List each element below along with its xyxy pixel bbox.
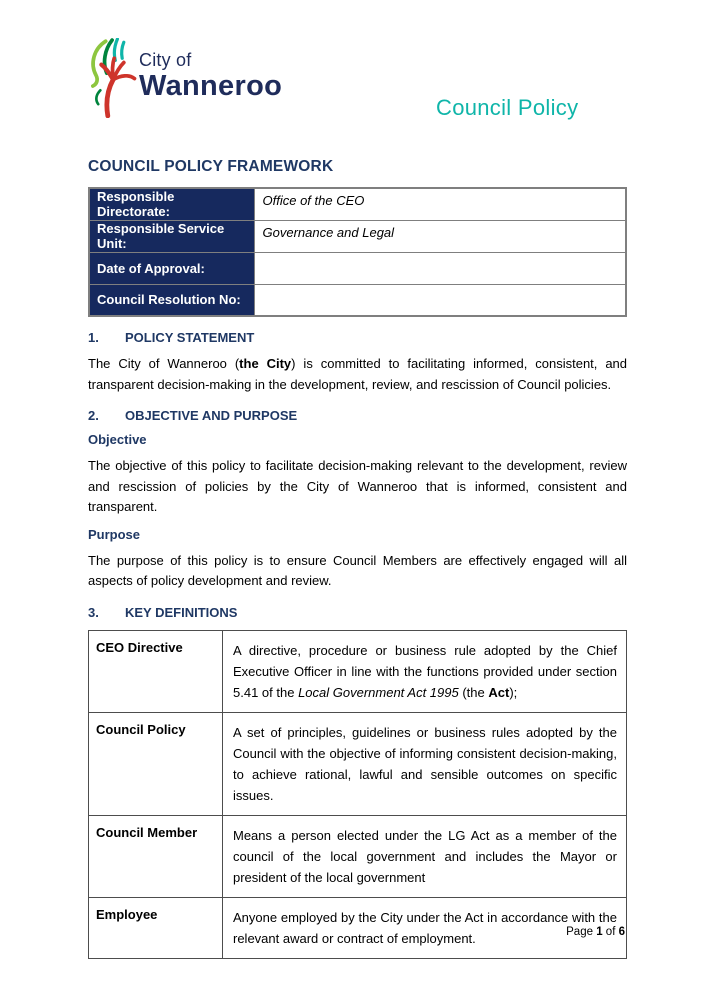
table-row — [89, 284, 626, 316]
definition-term: Council Policy — [89, 712, 223, 815]
logo-city-of: City of — [139, 50, 192, 70]
footer-page-label: Page — [566, 926, 593, 938]
key-definitions-table — [88, 630, 627, 959]
subheading-purpose: Purpose — [88, 526, 141, 542]
page-footer — [566, 926, 625, 938]
section-heading-text: OBJECTIVE AND PURPOSE — [125, 408, 298, 423]
objective-paragraph: The objective of this policy to facilitate decision-making relevant to the development, review and rescission of policies by the City of Wanneroo that is informed, consistent and transparent. — [88, 458, 627, 514]
policy-info-table — [88, 187, 627, 317]
section-heading-text: KEY DEFINITIONS — [125, 604, 238, 620]
info-value — [254, 220, 626, 252]
definition-text: Means a person elected under the LG Act as a member of the council of the local government and includes the Mayor or president of the local government — [223, 815, 627, 897]
info-label: Responsible Directorate: — [89, 188, 254, 220]
table-row — [89, 188, 626, 220]
logo-wordmark — [139, 51, 282, 101]
table-row — [89, 252, 626, 284]
section-heading-text: POLICY STATEMENT — [125, 330, 255, 345]
section-number: 3. — [88, 604, 99, 620]
definition-text: A set of principles, guidelines or business rules adopted by the Council with the objective of informing consistent decision-making, to achieve rational, lawful and sensible outcomes on specific issues. — [223, 712, 627, 815]
info-value-text: Office of the CEO — [262, 193, 365, 208]
table-row — [89, 815, 627, 897]
definition-part: ); — [509, 684, 518, 700]
table-row — [89, 897, 627, 958]
document-body — [88, 158, 627, 959]
info-value-text: Governance and Legal — [262, 224, 395, 240]
definition-text: Anyone employed by the City under the Act in accordance with the relevant award or contract of employment. — [223, 897, 627, 958]
table-row — [89, 712, 627, 815]
section-heading-policy-statement — [88, 330, 627, 345]
definition-term: Employee — [89, 897, 223, 958]
paragraph-text: ) is committed to facilitating informed, consistent, and transparent decision-making in the development, review, and rescission of Council policies. — [88, 356, 628, 392]
definition-part: (the — [458, 684, 489, 700]
page-title: COUNCIL POLICY FRAMEWORK — [88, 158, 334, 175]
table-row — [89, 630, 627, 712]
city-of-wanneroo-logo — [84, 38, 282, 118]
logo-wanneroo: Wanneroo — [139, 70, 283, 102]
definition-part: A directive, procedure or business rule adopted by the Chief Executive Officer in line with the functions provided under section 5.41 of the — [233, 642, 617, 700]
footer-of-label: of — [605, 926, 616, 938]
section-heading-objective-and-purpose — [88, 408, 627, 423]
section-heading-key-definitions — [88, 605, 627, 620]
definition-text — [223, 630, 627, 712]
subheading-objective: Objective — [88, 432, 147, 447]
footer-page-number: 1 — [596, 926, 603, 938]
footer-total-pages: 6 — [618, 926, 625, 938]
info-label: Council Resolution No: — [89, 284, 254, 316]
definition-term: Council Member — [89, 815, 223, 897]
info-value — [254, 252, 626, 284]
paragraph-text: The City of Wanneroo ( — [88, 356, 240, 371]
purpose-paragraph: The purpose of this policy is to ensure Council Members are effectively engaged will all aspects of policy development and review. — [88, 552, 627, 588]
definition-part-italic: Local Government Act 1995 — [298, 684, 459, 700]
paragraph-bold-text: the City — [239, 356, 292, 371]
section-number: 1. — [88, 330, 99, 345]
document-type-label: Council Policy — [436, 95, 579, 120]
definition-term: CEO Directive — [89, 630, 223, 712]
section-number: 2. — [88, 408, 99, 423]
info-label: Date of Approval: — [89, 252, 254, 284]
kangaroo-paw-icon — [84, 38, 138, 118]
info-value — [254, 188, 626, 220]
info-label: Responsible Service Unit: — [89, 220, 254, 252]
definition-part-bold: Act — [488, 684, 510, 700]
policy-statement-paragraph — [88, 354, 627, 395]
info-value — [254, 284, 626, 316]
table-row — [89, 220, 626, 252]
